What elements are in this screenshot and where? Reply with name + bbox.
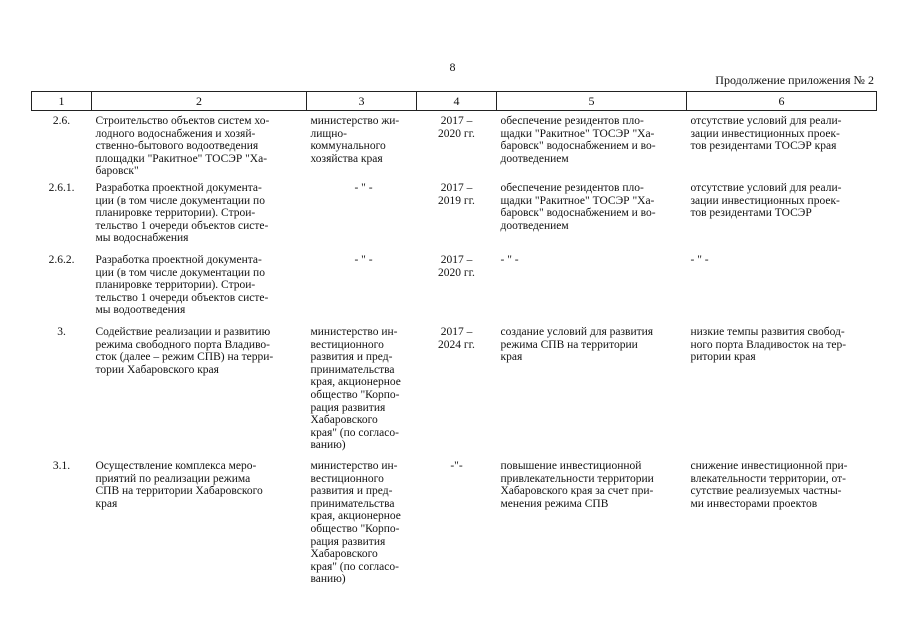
risk-description: снижение инвестиционной при- влекательности территории, от- сутствие реализуемых частны- ми инвесторами проектов bbox=[690, 459, 848, 510]
header-col-4: 4 bbox=[417, 92, 497, 111]
executor: - " - bbox=[354, 253, 373, 266]
table-row bbox=[32, 322, 877, 456]
expected-result: - " - bbox=[500, 253, 519, 266]
risk-description: - " - bbox=[690, 253, 709, 266]
period: 2017 – 2020 гг. bbox=[438, 115, 475, 140]
period: 2017 – 2019 гг. bbox=[438, 181, 475, 207]
continuation-label: Продолжение приложения № 2 bbox=[715, 73, 874, 87]
activity-name: Строительство объектов систем хо- лодного водоснабжения и хозяй- ственно-бытового водоотведения площадки "Ракитное" ТОСЭР "Ха- баровск" bbox=[95, 115, 270, 178]
header-col-1: 1 bbox=[32, 92, 92, 111]
header-col-3: 3 bbox=[307, 92, 417, 111]
activity-name: Осуществление комплекса меро- приятий по реализации режима СПВ на территории Хабаровского края bbox=[95, 459, 263, 510]
executor: министерство ин- вестиционного развития и пред- принимательства края, акционерное общество "Корпо- рация развития Хабаровского края" (по согласо- ванию) bbox=[310, 459, 401, 586]
executor: - " - bbox=[354, 181, 373, 194]
expected-result: обеспечение резидентов пло- щадки "Ракитное" ТОСЭР "Ха- баровск" водоснабжением и во- доотведением bbox=[500, 115, 656, 165]
activity-name: Разработка проектной документа- ции (в том числе документации по планировке территории). Строи- тельство 1 очереди объектов систе- мы водоснабжения bbox=[95, 181, 269, 245]
row-number: 3. bbox=[57, 325, 66, 338]
period: 2017 – 2024 гг. bbox=[438, 325, 475, 351]
row-number: 2.6.1. bbox=[48, 181, 75, 194]
header-col-6: 6 bbox=[687, 92, 877, 111]
header-col-2: 2 bbox=[92, 92, 307, 111]
table-header bbox=[32, 92, 877, 111]
period: 2017 – 2020 гг. bbox=[438, 253, 475, 279]
expected-result: обеспечение резидентов пло- щадки "Ракитное" ТОСЭР "Ха- баровск" водоснабжением и во- доотведением bbox=[500, 181, 656, 232]
risk-description: отсутствие условий для реали- зации инвестиционных проек- тов резидентами ТОСЭР bbox=[690, 181, 842, 220]
period: -"- bbox=[450, 459, 463, 472]
activities-table bbox=[31, 91, 877, 586]
header-col-5: 5 bbox=[497, 92, 687, 111]
activity-name: Разработка проектной документа- ции (в том числе документации по планировке территории). Строи- тельство 1 очереди объектов систе- мы водоотведения bbox=[95, 253, 269, 317]
expected-result: повышение инвестиционной привлекательности территории Хабаровского края за счет при- менения режима СПВ bbox=[500, 459, 654, 510]
executor: министерство жи- лищно- коммунального хозяйства края bbox=[310, 115, 400, 165]
risk-description: отсутствие условий для реали- зации инвестиционных проек- тов резидентами ТОСЭР края bbox=[690, 115, 842, 153]
executor: министерство ин- вестиционного развития и пред- принимательства края, акционерное общество "Корпо- рация развития Хабаровского края" (по согласо- ванию) bbox=[310, 325, 401, 452]
table-body bbox=[32, 111, 877, 586]
page-number: 8 bbox=[449, 60, 456, 74]
row-number: 2.6.2. bbox=[48, 253, 75, 266]
expected-result: создание условий для развития режима СПВ на территории края bbox=[500, 325, 654, 364]
table-row bbox=[32, 456, 877, 586]
row-number: 2.6. bbox=[52, 115, 71, 127]
risk-description: низкие темпы развития свобод- ного порта Владивосток на тер- ритории края bbox=[690, 325, 847, 364]
row-number: 3.1. bbox=[52, 459, 71, 472]
activity-name: Содействие реализации и развитию режима свободного порта Владиво- сток (далее – режим СПВ) на терри- тории Хабаровского края bbox=[95, 325, 274, 376]
table-row bbox=[32, 178, 877, 250]
table-row bbox=[32, 250, 877, 322]
table-row bbox=[32, 111, 877, 178]
